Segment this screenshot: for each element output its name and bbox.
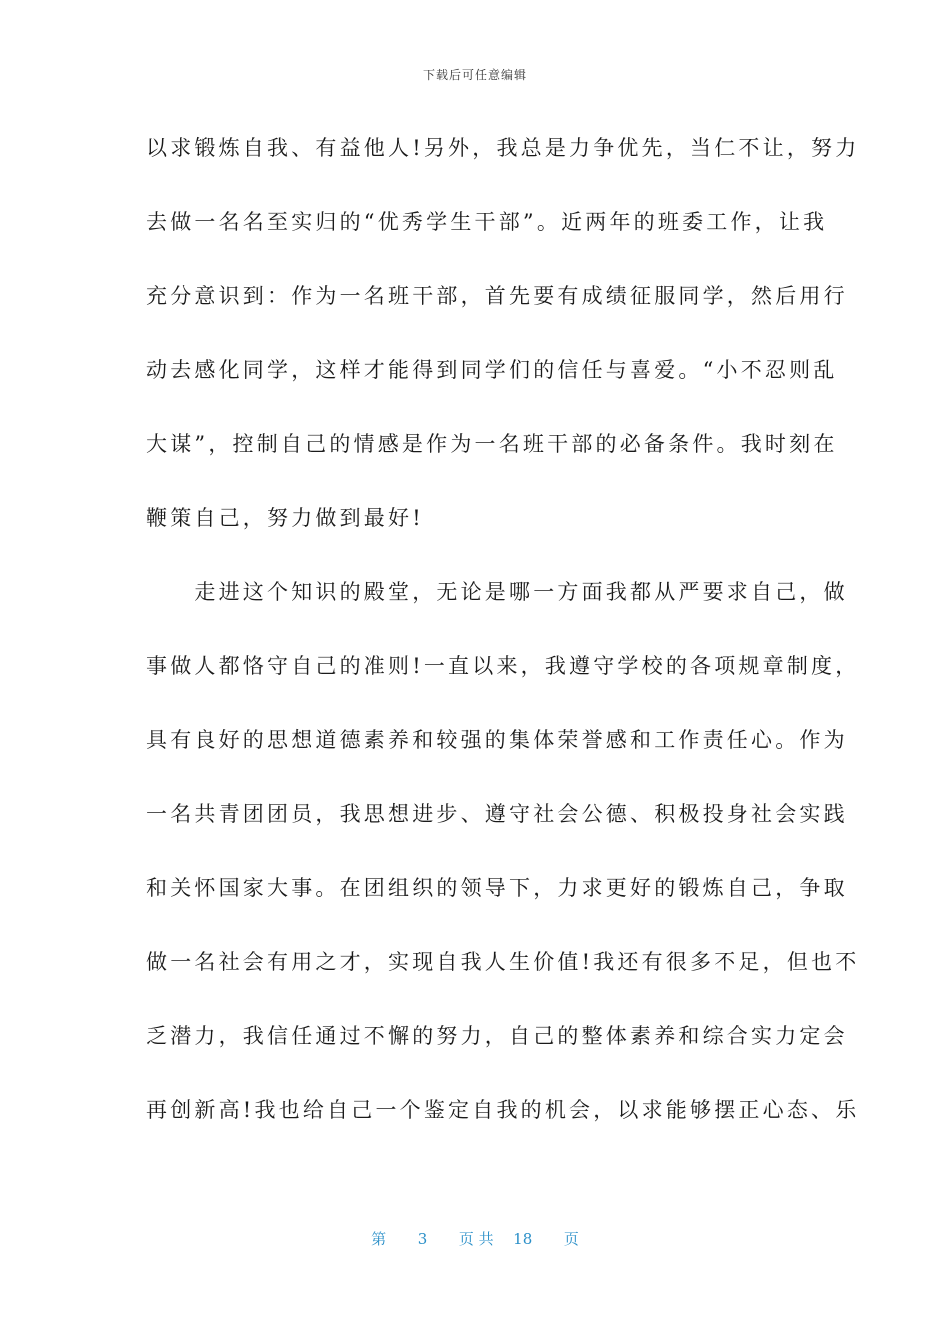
current-page-number: 3 <box>417 1230 428 1248</box>
text-line: 做一名社会有用之才，实现自我人生价值!我还有很多不足，但也不 <box>146 950 860 974</box>
text-line: 以求锻炼自我、有益他人!另外，我总是力争优先，当仁不让，努力 <box>146 136 860 160</box>
text-line: 走进这个知识的殿堂，无论是哪一方面我都从严要求自己，做 <box>146 580 848 604</box>
text-line: 具有良好的思想道德素养和较强的集体荣誉感和工作责任心。作为 <box>146 728 848 752</box>
page-label: 第 <box>371 1230 387 1248</box>
text-line: 再创新高!我也给自己一个鉴定自我的机会，以求能够摆正心态、乐 <box>146 1098 860 1122</box>
page-of-label: 页 共 <box>458 1230 494 1248</box>
text-line: 一名共青团团员，我思想进步、遵守社会公德、积极投身社会实践 <box>146 802 848 826</box>
total-pages-number: 18 <box>513 1230 533 1248</box>
page-end-label: 页 <box>563 1230 579 1248</box>
text-line: 乏潜力，我信任通过不懈的努力，自己的整体素养和综合实力定会 <box>146 1024 848 1048</box>
text-line: 和关怀国家大事。在团组织的领导下，力求更好的锻炼自己，争取 <box>146 876 848 900</box>
text-line: 动去感化同学，这样才能得到同学们的信任与喜爱。“小不忍则乱 <box>146 358 838 382</box>
text-line: 去做一名名至实归的“优秀学生干部”。近两年的班委工作，让我 <box>146 210 828 234</box>
text-line: 事做人都恪守自己的准则!一直以来，我遵守学校的各项规章制度， <box>146 654 860 678</box>
text-line: 充分意识到：作为一名班干部，首先要有成绩征服同学，然后用行 <box>146 284 848 308</box>
document-body <box>146 128 860 1164</box>
text-line: 大谋”，控制自己的情感是作为一名班干部的必备条件。我时刻在 <box>146 432 838 456</box>
page-footer <box>0 1228 950 1249</box>
page-header: 下载后可任意编辑 <box>422 68 527 82</box>
text-line: 鞭策自己，努力做到最好! <box>146 506 424 530</box>
